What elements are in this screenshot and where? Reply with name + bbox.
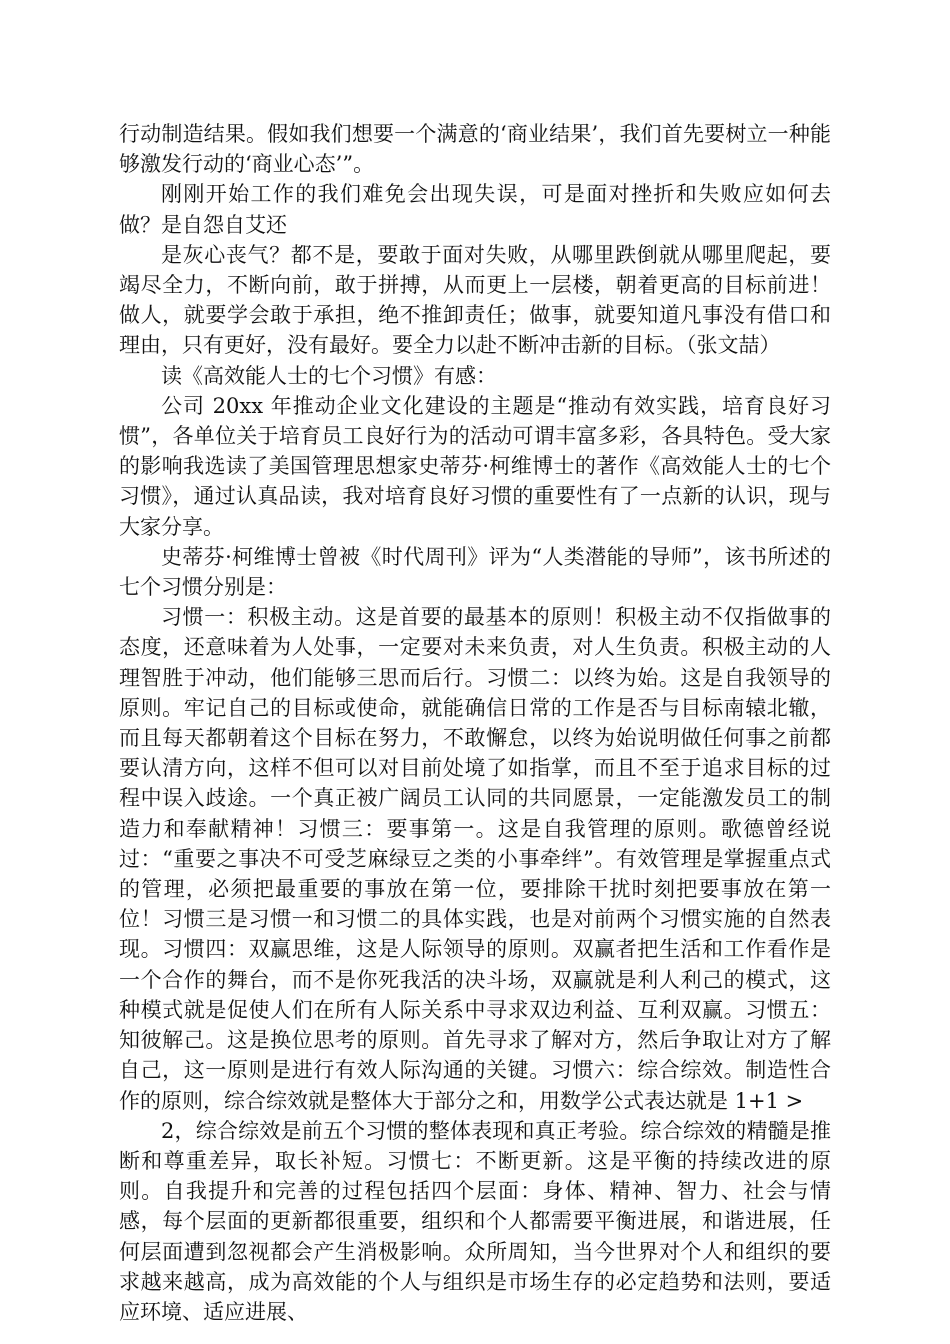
paragraph-company-theme: 公司 20xx 年推动企业文化建设的主题是“推动有效实践，培育良好习惯”，各单位关于培育员工良好行为的活动可谓丰富多彩，各具特色。受大家的影响我选读了美国管理思想家史蒂芬·柯维博士的著作《高效能人士的七个习惯》，通过认真品读，我对培育良好习惯的重要性有了一点新的认识，现与大家分享。 (119, 393, 831, 539)
paragraph-face-failure: 是灰心丧气？都不是，要敢于面对失败，从哪里跌倒就从哪里爬起，要竭尽全力，不断向前，敢于拼搏，从而更上一层楼，朝着更高的目标前进！做人，就要学会敢于承担，绝不推卸责任；做事，就要知道凡事没有借口和理由，只有更好，没有最好。要全力以赴不断冲击新的目标。（张文喆） (119, 242, 831, 358)
document-body (119, 119, 831, 1327)
paragraph-author-intro: 史蒂芬·柯维博士曾被《时代周刊》评为“人类潜能的导师”，该书所述的七个习惯分别是： (119, 544, 831, 600)
paragraph-mistakes-question: 刚刚开始工作的我们难免会出现失误，可是面对挫折和失败应如何去做？是自怨自艾还 (119, 182, 831, 237)
section-heading-reading-notes: 读《高效能人士的七个习惯》有感： (161, 363, 497, 388)
paragraph-continuation: 行动制造结果。假如我们想要一个满意的‘商业结果’，我们首先要树立一种能够激发行动的‘商业心态’”。 (119, 122, 831, 177)
paragraph-seven-habits: 习惯一：积极主动。这是首要的最基本的原则！积极主动不仅指做事的态度，还意味着为人处事，一定要对未来负责，对人生负责。积极主动的人理智胜于冲动，他们能够三思而后行。习惯二：以终为始。这是自我领导的原则。牢记自己的目标或使命，就能确信日常的工作是否与目标南辕北辙，而且每天都朝着这个目标在努力，不敢懈怠，以终为始说明做任何事之前都要认清方向，这样不但可以对目前处境了如指掌，而且不至于追求目标的过程中误入歧途。一个真正被广阔员工认同的共同愿景，一定能激发员工的制造力和奉献精神！习惯三：要事第一。这是自我管理的原则。歌德曾经说过：“重要之事决不可受芝麻绿豆之类的小事牵绊”。有效管理是掌握重点式的管理，必须把最重要的事放在第一位，要排除干扰时刻把要事放在第一位！习惯三是习惯一和习惯二的具体实践，也是对前两个习惯实施的自然表现。习惯四：双赢思维，这是人际领导的原则。双赢者把生活和工作看作是一个合作的舞台，而不是你死我活的决斗场，双赢就是利人利己的模式，这种模式就是促使人们在所有人际关系中寻求双边利益、互利双赢。习惯五：知彼解己。这是换位思考的原则。首先寻求了解对方，然后争取让对方了解自己，这一原则是进行有效人际沟通的关键。习惯六：综合综效。制造性合作的原则，综合综效就是整体大于部分之和，用数学公式表达就是 1+1 > (119, 605, 831, 1113)
paragraph-synergy-renewal: 2，综合综效是前五个习惯的整体表现和真正考验。综合综效的精髓是推断和尊重差异，取长补短。习惯七：不断更新。这是平衡的持续改进的原则。自我提升和完善的过程包括四个层面：身体、精神、智力、社会与情感，每个层面的更新都很重要，组织和个人都需要平衡进展，和谐进展，任何层面遭到忽视都会产生消极影响。众所周知，当今世界对个人和组织的要求越来越高，成为高效能的个人与组织是市场生存的必定趋势和法则，要适应环境、适应进展、 (119, 1118, 831, 1324)
